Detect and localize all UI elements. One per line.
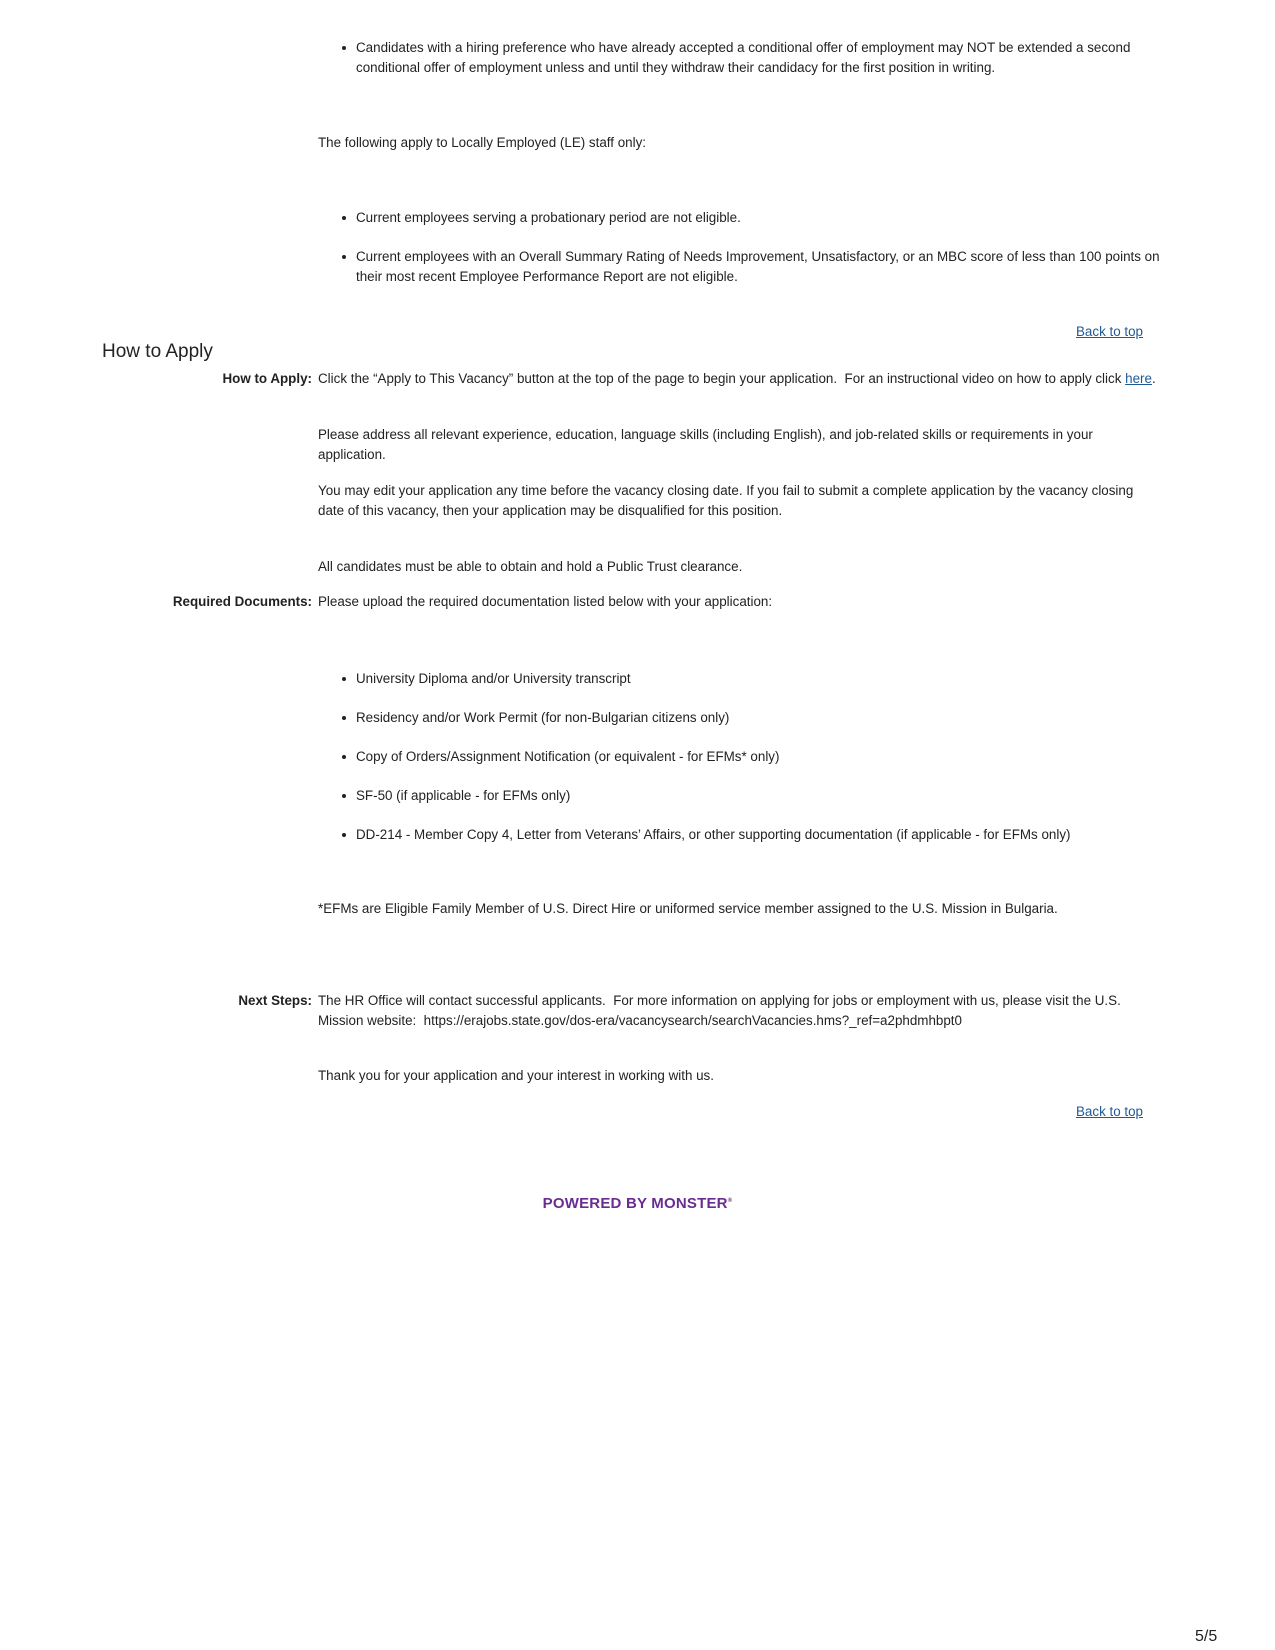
- next-steps-label: Next Steps:: [238, 993, 312, 1008]
- list-item: Copy of Orders/Assignment Notification (or equivalent - for EFMs* only): [356, 747, 1176, 767]
- how-to-apply-p3: You may edit your application any time before the vacancy closing date. If you fail to submit a complete application by the vacancy closing date of this vacancy, then your application may be disqualified for this position.: [318, 483, 1134, 518]
- how-to-apply-p1: Click the “Apply to This Vacancy” button at the top of the page to begin your application. For an instructional video on how to apply click here.: [318, 371, 1156, 386]
- section-heading: How to Apply: [102, 341, 213, 362]
- how-to-apply-p2: Please address all relevant experience, education, language skills (including English), and job-related skills or requirements in your application.: [318, 427, 1093, 462]
- list-item: University Diploma and/or University transcript: [356, 669, 1176, 689]
- list-item: DD-214 - Member Copy 4, Letter from Veterans’ Affairs, or other supporting documentation (if applicable - for EFMs only): [356, 825, 1176, 845]
- page-number: 5/5: [1195, 1628, 1218, 1645]
- here-link[interactable]: here: [1125, 371, 1152, 386]
- efm-footnote: *EFMs are Eligible Family Member of U.S. Direct Hire or uniformed service member assigned to the U.S. Mission in Bulgaria.: [318, 901, 1058, 916]
- how-to-apply-label: How to Apply:: [222, 371, 312, 386]
- required-documents-label: Required Documents:: [172, 594, 312, 609]
- list-item: Current employees with an Overall Summary Rating of Needs Improvement, Unsatisfactory, or an MBC score of less than 100 points on their most recent Employee Performance Report are not eligible.: [356, 247, 1176, 287]
- required-documents-intro: Please upload the required documentation listed below with your application:: [318, 594, 773, 609]
- back-to-top-link[interactable]: Back to top: [1076, 324, 1143, 339]
- list-item: SF-50 (if applicable - for EFMs only): [356, 786, 1176, 806]
- how-to-apply-p4: All candidates must be able to obtain and hold a Public Trust clearance.: [318, 559, 743, 574]
- list-item: Residency and/or Work Permit (for non-Bulgarian citizens only): [356, 708, 1176, 728]
- le-intro: The following apply to Locally Employed (LE) staff only:: [318, 135, 646, 150]
- next-steps-p2: Thank you for your application and your interest in working with us.: [318, 1068, 714, 1083]
- list-item: Candidates with a hiring preference who have already accepted a conditional offer of employment may NOT be extended a second conditional offer of employment unless and until they withdraw their candidacy for the first position in writing.: [356, 38, 1176, 78]
- next-steps-p1: The HR Office will contact successful applicants. For more information on applying for jobs or employment with us, please visit the U.S. Mission website: https://erajobs.state.gov/dos-era/vacancysearch/searchVacancies.hms?_ref=a2phdmhbpt0: [318, 993, 1121, 1028]
- list-item: Current employees serving a probationary period are not eligible.: [356, 208, 1176, 228]
- back-to-top-link[interactable]: Back to top: [1076, 1104, 1143, 1119]
- powered-by-monster-logo: POWERED BY MONSTER®: [542, 1195, 733, 1212]
